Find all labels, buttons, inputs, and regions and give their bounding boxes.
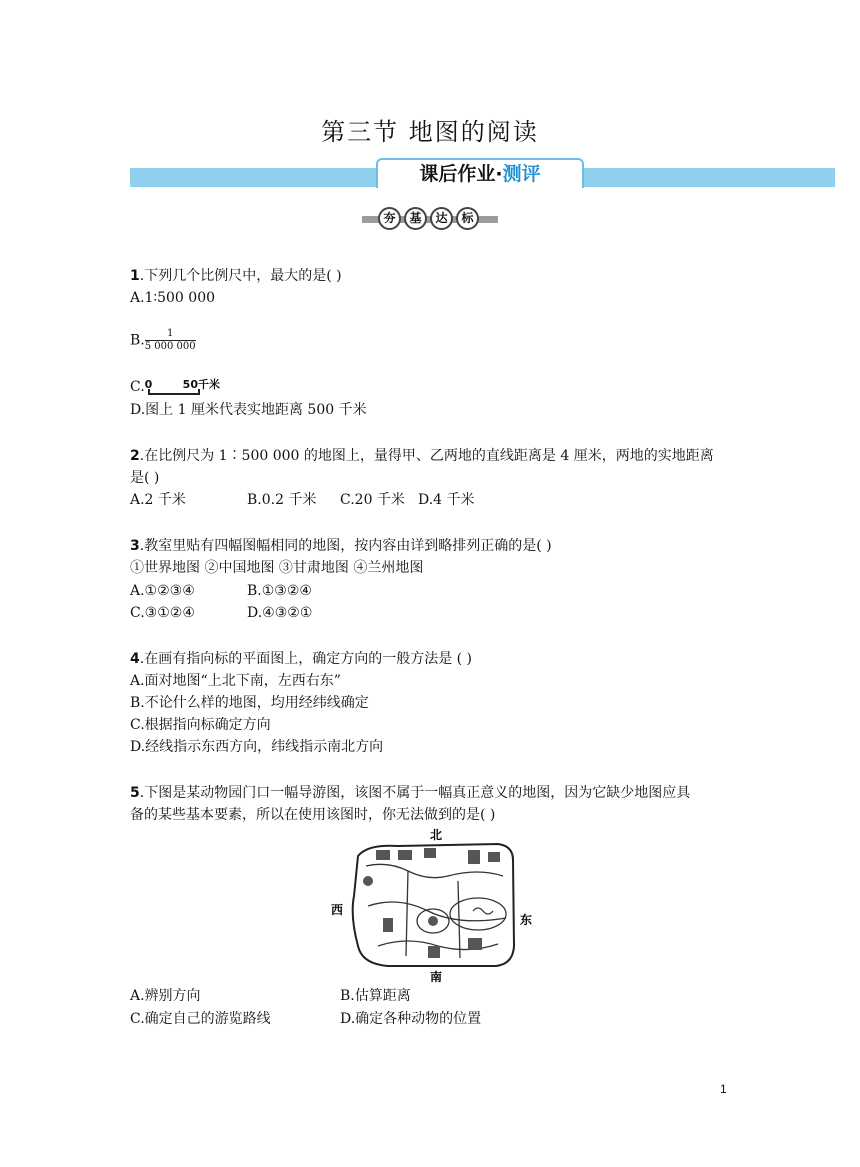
question-4-option-b: B.不论什么样的地图，均用经纬线确定: [130, 695, 369, 711]
question-4-option-a: A.面对地图“上北下南，左西右东”: [130, 673, 341, 689]
scale-fraction: [145, 328, 196, 353]
question-3-stem: [130, 535, 735, 557]
question-3-option-b: B.①③②④: [247, 583, 312, 599]
badge-char: 达: [430, 207, 453, 230]
question-3-option-a: A.①②③④: [130, 583, 195, 599]
question-5-option-c: C.确定自己的游览路线: [130, 1011, 271, 1027]
question-5-option-d: D.确定各种动物的位置: [340, 1011, 482, 1027]
line-scale-bar: [144, 376, 220, 398]
banner-text: 课后作业·: [419, 163, 503, 185]
map-label-north: 北: [429, 828, 443, 842]
question-number: 3: [130, 538, 140, 554]
question-2-option-c: C.20 千米: [340, 492, 405, 508]
map-label-east: 东: [520, 913, 533, 927]
question-number: 4: [130, 651, 140, 667]
map-paths: [366, 864, 506, 958]
banner-accent-text: 测评: [502, 163, 541, 185]
zoo-guide-map: [328, 826, 538, 986]
option-prefix: B.: [130, 332, 145, 349]
question-1-stem: [130, 265, 735, 287]
question-text: .下图是某动物园门口一幅导游图，该图不属于一幅真正意义的地图，因为它缺少地图应具: [139, 785, 691, 801]
page-title: 第三节 地图的阅读: [321, 118, 539, 146]
map-label-west: 西: [331, 903, 344, 917]
question-text: .下列几个比例尺中，最大的是( ): [139, 268, 342, 284]
question-2-option-b: B.0.2 千米: [247, 492, 317, 508]
question-number: 2: [130, 448, 140, 464]
question-1-option-d: D.图上 1 厘米代表实地距离 500 千米: [130, 402, 367, 418]
question-5-option-a: A.辨别方向: [130, 988, 201, 1004]
scale-zero-label: 0: [144, 378, 153, 391]
question-text: .在画有指向标的平面图上，确定方向的一般方法是 ( ): [139, 651, 473, 667]
question-4-option-c: C.根据指向标确定方向: [130, 717, 271, 733]
question-text: .在比例尺为 1∶500 000 的地图上，量得甲、乙两地的直线距离是 4 厘米，两地的实地距离: [139, 448, 714, 464]
question-number: 5: [130, 785, 140, 801]
level-badge-group: [362, 207, 498, 229]
question-3-list: ①世界地图 ②中国地图 ③甘肃地图 ④兰州地图: [130, 560, 424, 576]
question-text: .教室里贴有四幅图幅相同的地图，按内容由详到略排列正确的是( ): [139, 538, 552, 554]
scale-end-label: 50千米: [182, 378, 220, 391]
question-4-option-d: D.经线指示东西方向，纬线指示南北方向: [130, 739, 384, 755]
section-banner-label: [376, 158, 584, 188]
question-3-option-c: C.③①②④: [130, 605, 195, 621]
question-2-option-d: D.4 千米: [418, 492, 475, 508]
question-5-option-b: B.估算距离: [340, 988, 411, 1004]
question-3-option-d: D.④③②①: [247, 605, 313, 621]
fraction-denominator: 5 000 000: [144, 341, 196, 352]
option-prefix: C.: [130, 379, 145, 395]
badge-char: 标: [456, 207, 479, 230]
question-4-stem: [130, 648, 735, 670]
question-1-option-b: [130, 328, 735, 353]
question-1-option-a: A.1∶500 000: [130, 290, 216, 306]
question-5-stem-line2: 备的某些基本要素，所以在使用该图时，你无法做到的是( ): [130, 807, 496, 823]
question-2-option-a: A.2 千米: [130, 492, 186, 508]
badge-char: 基: [404, 207, 427, 230]
map-label-south: 南: [429, 970, 443, 984]
fraction-numerator: 1: [145, 328, 196, 341]
question-2-stem-line2: 是( ): [130, 470, 160, 486]
badge-char: 夯: [378, 207, 401, 230]
question-number: 1: [130, 268, 140, 284]
question-1-option-c: [130, 376, 735, 398]
question-5-stem: [130, 782, 735, 804]
page-number: 1: [720, 1082, 727, 1096]
question-2-stem: [130, 445, 735, 467]
